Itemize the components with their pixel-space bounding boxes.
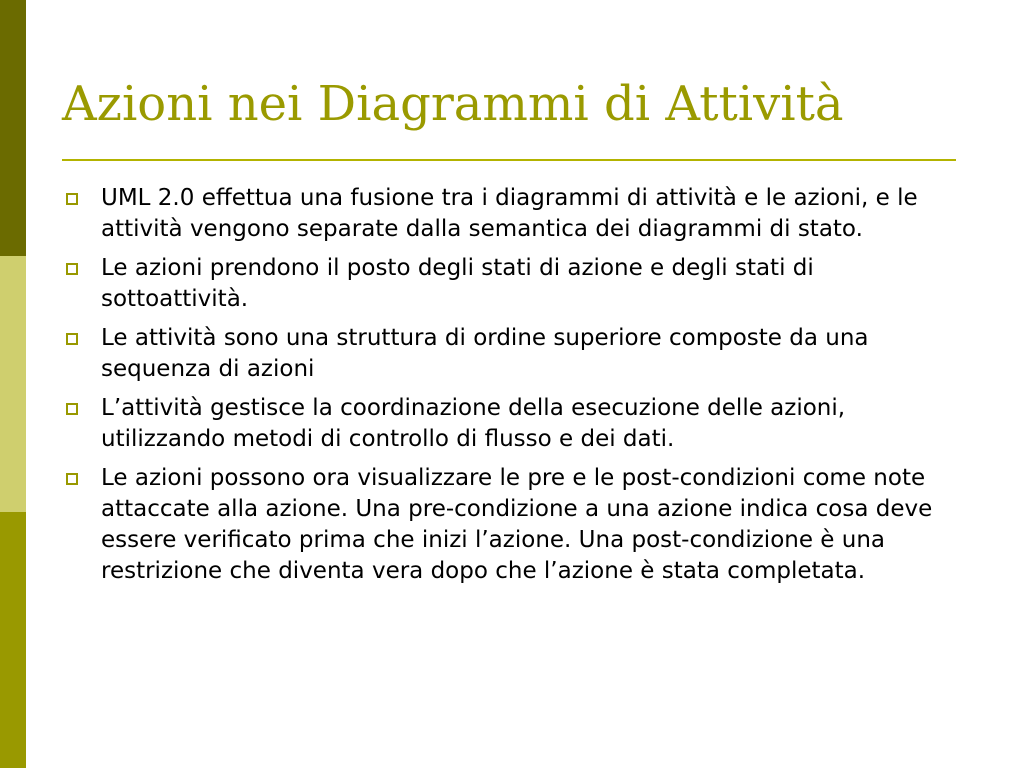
sidebar-top-segment (0, 0, 26, 256)
sidebar-bottom-segment (0, 512, 26, 768)
bullet-text: Le azioni prendono il posto degli stati di azione e degli stati di sottoattività. (101, 255, 814, 312)
square-bullet-icon (66, 473, 78, 485)
bullet-item (66, 463, 956, 587)
square-bullet-icon (66, 193, 78, 205)
sidebar-middle-segment (0, 256, 26, 512)
bullet-item (66, 253, 956, 315)
slide-title: Azioni nei Diagrammi di Attività (62, 76, 844, 132)
square-bullet-icon (66, 333, 78, 345)
bullet-text: L’attività gestisce la coordinazione della esecuzione delle azioni, utilizzando metodi di controllo di flusso e dei dati. (101, 395, 846, 452)
square-bullet-icon (66, 263, 78, 275)
bullet-item (66, 323, 956, 385)
square-bullet-icon (66, 403, 78, 415)
bullet-item (66, 183, 956, 245)
title-divider (62, 159, 956, 161)
bullet-list (66, 183, 956, 595)
bullet-item (66, 393, 956, 455)
bullet-text: UML 2.0 effettua una fusione tra i diagrammi di attività e le azioni, e le attività vengono separate dalla semantica dei diagrammi di stato. (101, 185, 918, 242)
bullet-text: Le azioni possono ora visualizzare le pre e le post-condizioni come note attaccate alla azione. Una pre-condizione a una azione indica cosa deve essere verificato prima che inizi l’azione. Una post-condizione è una restrizione che diventa vera dopo che l’azione è stata completata. (101, 465, 933, 584)
decorative-sidebar (0, 0, 26, 768)
bullet-text: Le attività sono una struttura di ordine superiore composte da una sequenza di azioni (101, 325, 869, 382)
